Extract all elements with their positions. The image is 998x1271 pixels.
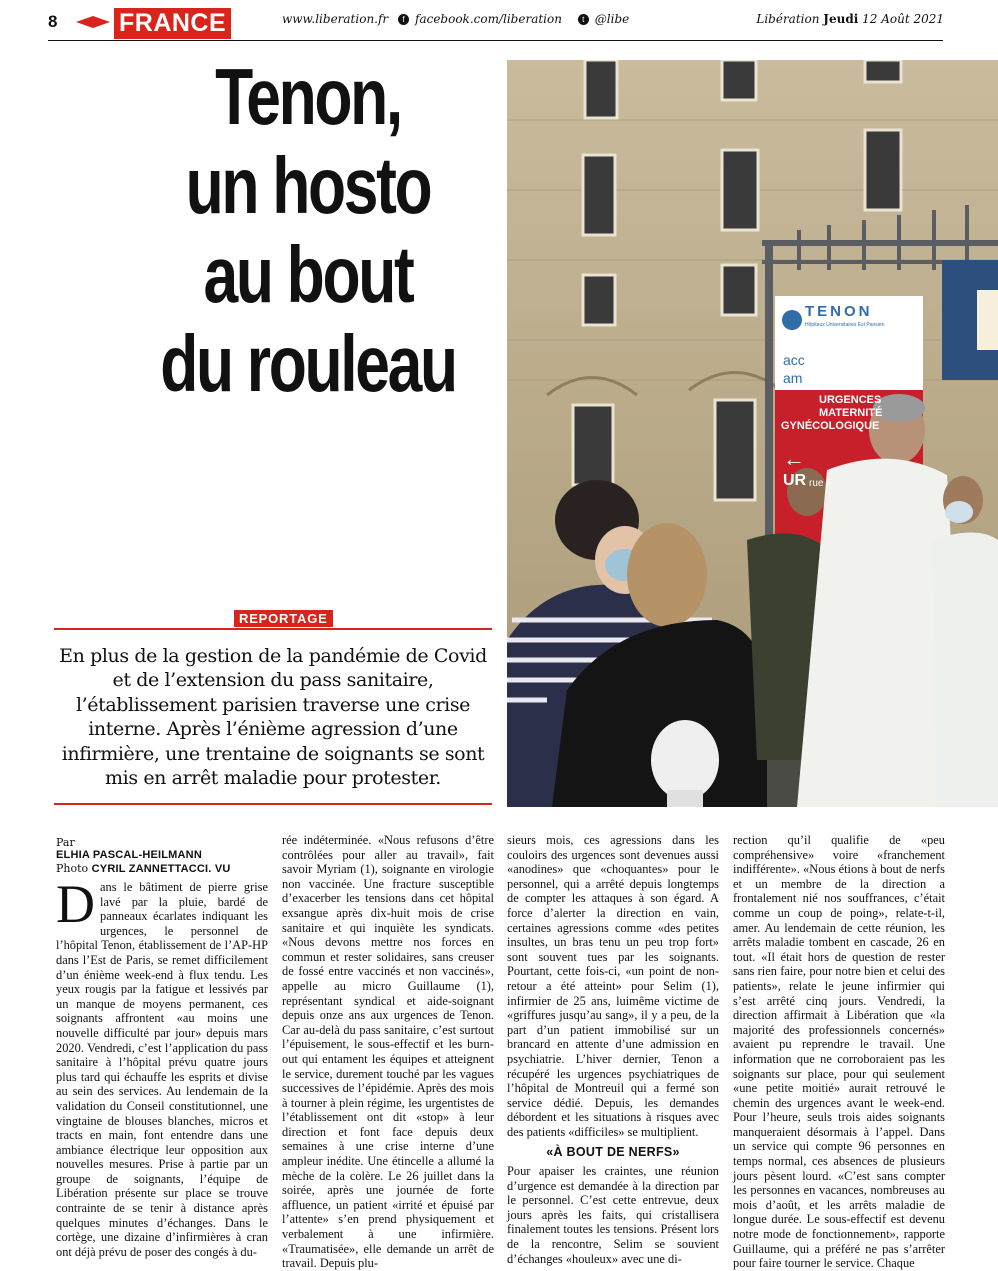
sign-urgences: URGENCES MATERNITÉ — [819, 394, 883, 419]
header-links — [282, 12, 641, 26]
column-text: rée indéterminée. «Nous refusons d’être contrôlées pour aller au travail», fait savoir Myriam (1), soignante en virologie non vaccinée. Une fracture susceptible d’exacerber les tensions dans cet hôpital exsangue après dix-huit mois de crise sanitaire et qui inquiète les syndicats. «Nous devons mettre nos forces en commun et rester solidaires, sans creuser de fossé entre vaccinés et non vaccinés», appelle au micro Guillaume (1), représentant syndical et aide-soignant depuis onze ans aux urgences de Tenon. Car au-delà du pass sanitaire, c’est surtout l’épuisement, le sous-effectif et les burn-out qui entament les équipes et atteignent le service, durement touché par les vagues successives de l’épidémie. Après des mois à tourner à plein régime, les urgentistes de l’établissement ont dit «stop» à leur direction et font face depuis deux semaines à une crise interne d’une ampleur inédite. Une étincelle a allumé la mèche de la colère. Le 26 juillet dans la soirée, après une journée de forte affluence, un patient «irrité et épuisé par l’attente» s’en prend physiquement et verbalement à une infirmière. «Traumatisée», elle demande un arrêt de travail. Depuis plu- — [282, 833, 494, 1271]
photo-prefix: Photo — [56, 862, 89, 875]
sign-partial-2: am — [783, 370, 803, 386]
page-number: 8 — [48, 12, 58, 31]
byline — [56, 836, 231, 876]
dateline — [756, 12, 944, 26]
article-column-2 — [282, 833, 494, 1271]
weekday: Jeudi — [823, 12, 859, 26]
article-column-4 — [733, 833, 945, 1271]
standfirst: En plus de la gestion de la pandémie de Covid et de l’extension du pass sanitaire, l’établissement parisien traverse une crise interne. Après l’énième agression d’une infirmière, une trentaine de soignants se sont mis en arrêt maladie pour protester. — [59, 645, 487, 790]
article-column-3 — [507, 833, 719, 1266]
subheading: «À BOUT DE NERFS» — [546, 1145, 680, 1160]
sign-partial-4: rue F — [809, 478, 833, 489]
twitter-icon: t — [578, 14, 589, 25]
column-text: rection qu’il qualifie de «peu compréhensive» voire «franchement indifférente». «Nous étions à bout de nerfs et un membre de la direction a frontalement nié nos souffrances, c’était comme un coup de poing», relate-t-il, amer. Au lendemain de cette réunion, les arrêts maladie tombent en cascade, 26 en tout. «Il était hors de question de rester sans rien faire, pour notre bien et celui des patients», relate le jeune infirmier qui s’est arrêté cinq jours. Vendredi, la direction affirmait à Libération que «la majorité des professionnels concernés» avaient pu reprendre le travail. Une information que ne corroboraient pas les soignants sur place, pour qui seulement «une petite moitié» aurait retrouvé le chemin des urgences avant le week-end. Pour l’heure, seuls trois aides soignants manqueraient désormais à l’appel. Dans un service qui compte 96 personnes en temps normal, ces absences de plusieurs jours pèsent lourd. «C’est sans compter les personnes en vacances, nombreuses au mois d’août, et les arrêts maladie de longue durée. Le sous-effectif est devenu notre mode de fonctionnement», rapporte Guillaume, qui a préféré ne pas s’arrêter pour faire tourner le service. Chaque — [733, 833, 945, 1271]
photographer-name: CYRIL ZANNETTACCI. VU — [91, 863, 231, 875]
date: 12 Août 2021 — [862, 12, 944, 26]
headline-line: Tenon, — [215, 52, 401, 141]
headline-line: au bout — [203, 230, 413, 319]
headline-line: un hosto — [185, 141, 431, 230]
dropcap: D — [56, 874, 95, 934]
header-rule — [48, 40, 943, 41]
column-text: Pour apaiser les craintes, une réunion d’urgence est demandée à la direction par le personnel. C’est cette entrevue, deux jours après les faits, qui cristallisera finalement toutes les tensions. Présent lors de la rencontre, Selim se souvient d’échanges «houleux» avec une di- — [507, 1164, 719, 1266]
diamond-icon — [76, 16, 110, 28]
facebook-link[interactable]: f facebook.com/liberation — [398, 12, 568, 26]
section-label[interactable]: FRANCE — [114, 8, 231, 39]
sign-subtitle: Hôpitaux Universitaires Est Parisien — [805, 322, 885, 328]
headline-line: du rouleau — [160, 319, 456, 408]
twitter-link[interactable]: t @libe — [578, 12, 635, 26]
page-header — [0, 0, 998, 44]
photo-illustration — [507, 60, 998, 807]
arrow-left-icon: ← — [783, 446, 805, 471]
sign-gyneco: GYNÉCOLOGIQUE — [781, 420, 880, 432]
sign-tenon: TENON — [805, 303, 873, 320]
newspaper-name: Libération — [756, 12, 820, 26]
kicker-rule — [54, 628, 492, 630]
kicker-badge: REPORTAGE — [234, 610, 333, 627]
standfirst-rule — [54, 803, 492, 805]
byline-prefix: Par — [56, 836, 75, 849]
article-column-1 — [56, 874, 268, 1259]
column-text: sieurs mois, ces agressions dans les couloirs des urgences sont devenues aussi «anodines» que «choquantes» pour le personnel, qui a arrêté depuis longtemps de compter les attaques à son égard. A force d’alerter la direction en vain, certaines agressions comme «des petites insultes, un bras tenu un peu trop fort» sont souvent tues par les soignants. Pourtant, cette fois-ci, «un point de non-retour a été atteint» pour Selim (1), infirmier de 25 ans, luimême victime de «griffures jusqu’au sang», il y a peu, de la part d’un patient immobilisé sur un brancard en attente d’une admission en psychiatrie. L’hiver dernier, Tenon a récupéré les urgences psychiatriques de l’hôpital de Montreuil qui a fermé son service dédié. Depuis, les demandes débordent et les situations à risques avec des patients «difficiles» se multiplient. — [507, 833, 719, 1139]
article-photo — [507, 60, 998, 807]
sign-partial-1: acc — [783, 352, 805, 368]
website-link[interactable]: www.liberation.fr — [282, 12, 389, 26]
headline — [155, 52, 461, 408]
author-name: ELHIA PASCAL-HEILMANN — [56, 849, 202, 861]
facebook-icon: f — [398, 14, 409, 25]
sign-partial-3: UR — [783, 472, 807, 489]
column-text: ans le bâtiment de pierre grise lavé par la pluie, bardé de panneaux écarlates indiquant les urgences, le personnel de l’hôpital Tenon, établissement de l’AP-HP dans l’Est de Paris, se remet difficilement d’un énième week-end à flux tendu. Les yeux rougis par la fatigue et lessivés par un manque de moyens permanent, ces soignants affrontent «au moins une nouvelle difficulté par jour» depuis mars 2020. Vendredi, c’est l’application du pass sanitaire à l’hôpital prévu quatre jours plus tard qui échauffe les esprits et divise au sein des services. Au lendemain de la validation du Conseil constitutionnel, une vingtaine de blouses blanches, micros et tracts en main, font entendre dans une ambiance électrique leur opposition aux nouvelles mesures. Prise à partie par un groupe de soignants, l’équipe de Libération présente sur place se trouve contrainte de se tenir à distance après quelques minutes d’échanges. Dans le cortège, une dizaine d’infirmières à cran ont déjà prévu de poser des congés à du- — [56, 880, 268, 1259]
